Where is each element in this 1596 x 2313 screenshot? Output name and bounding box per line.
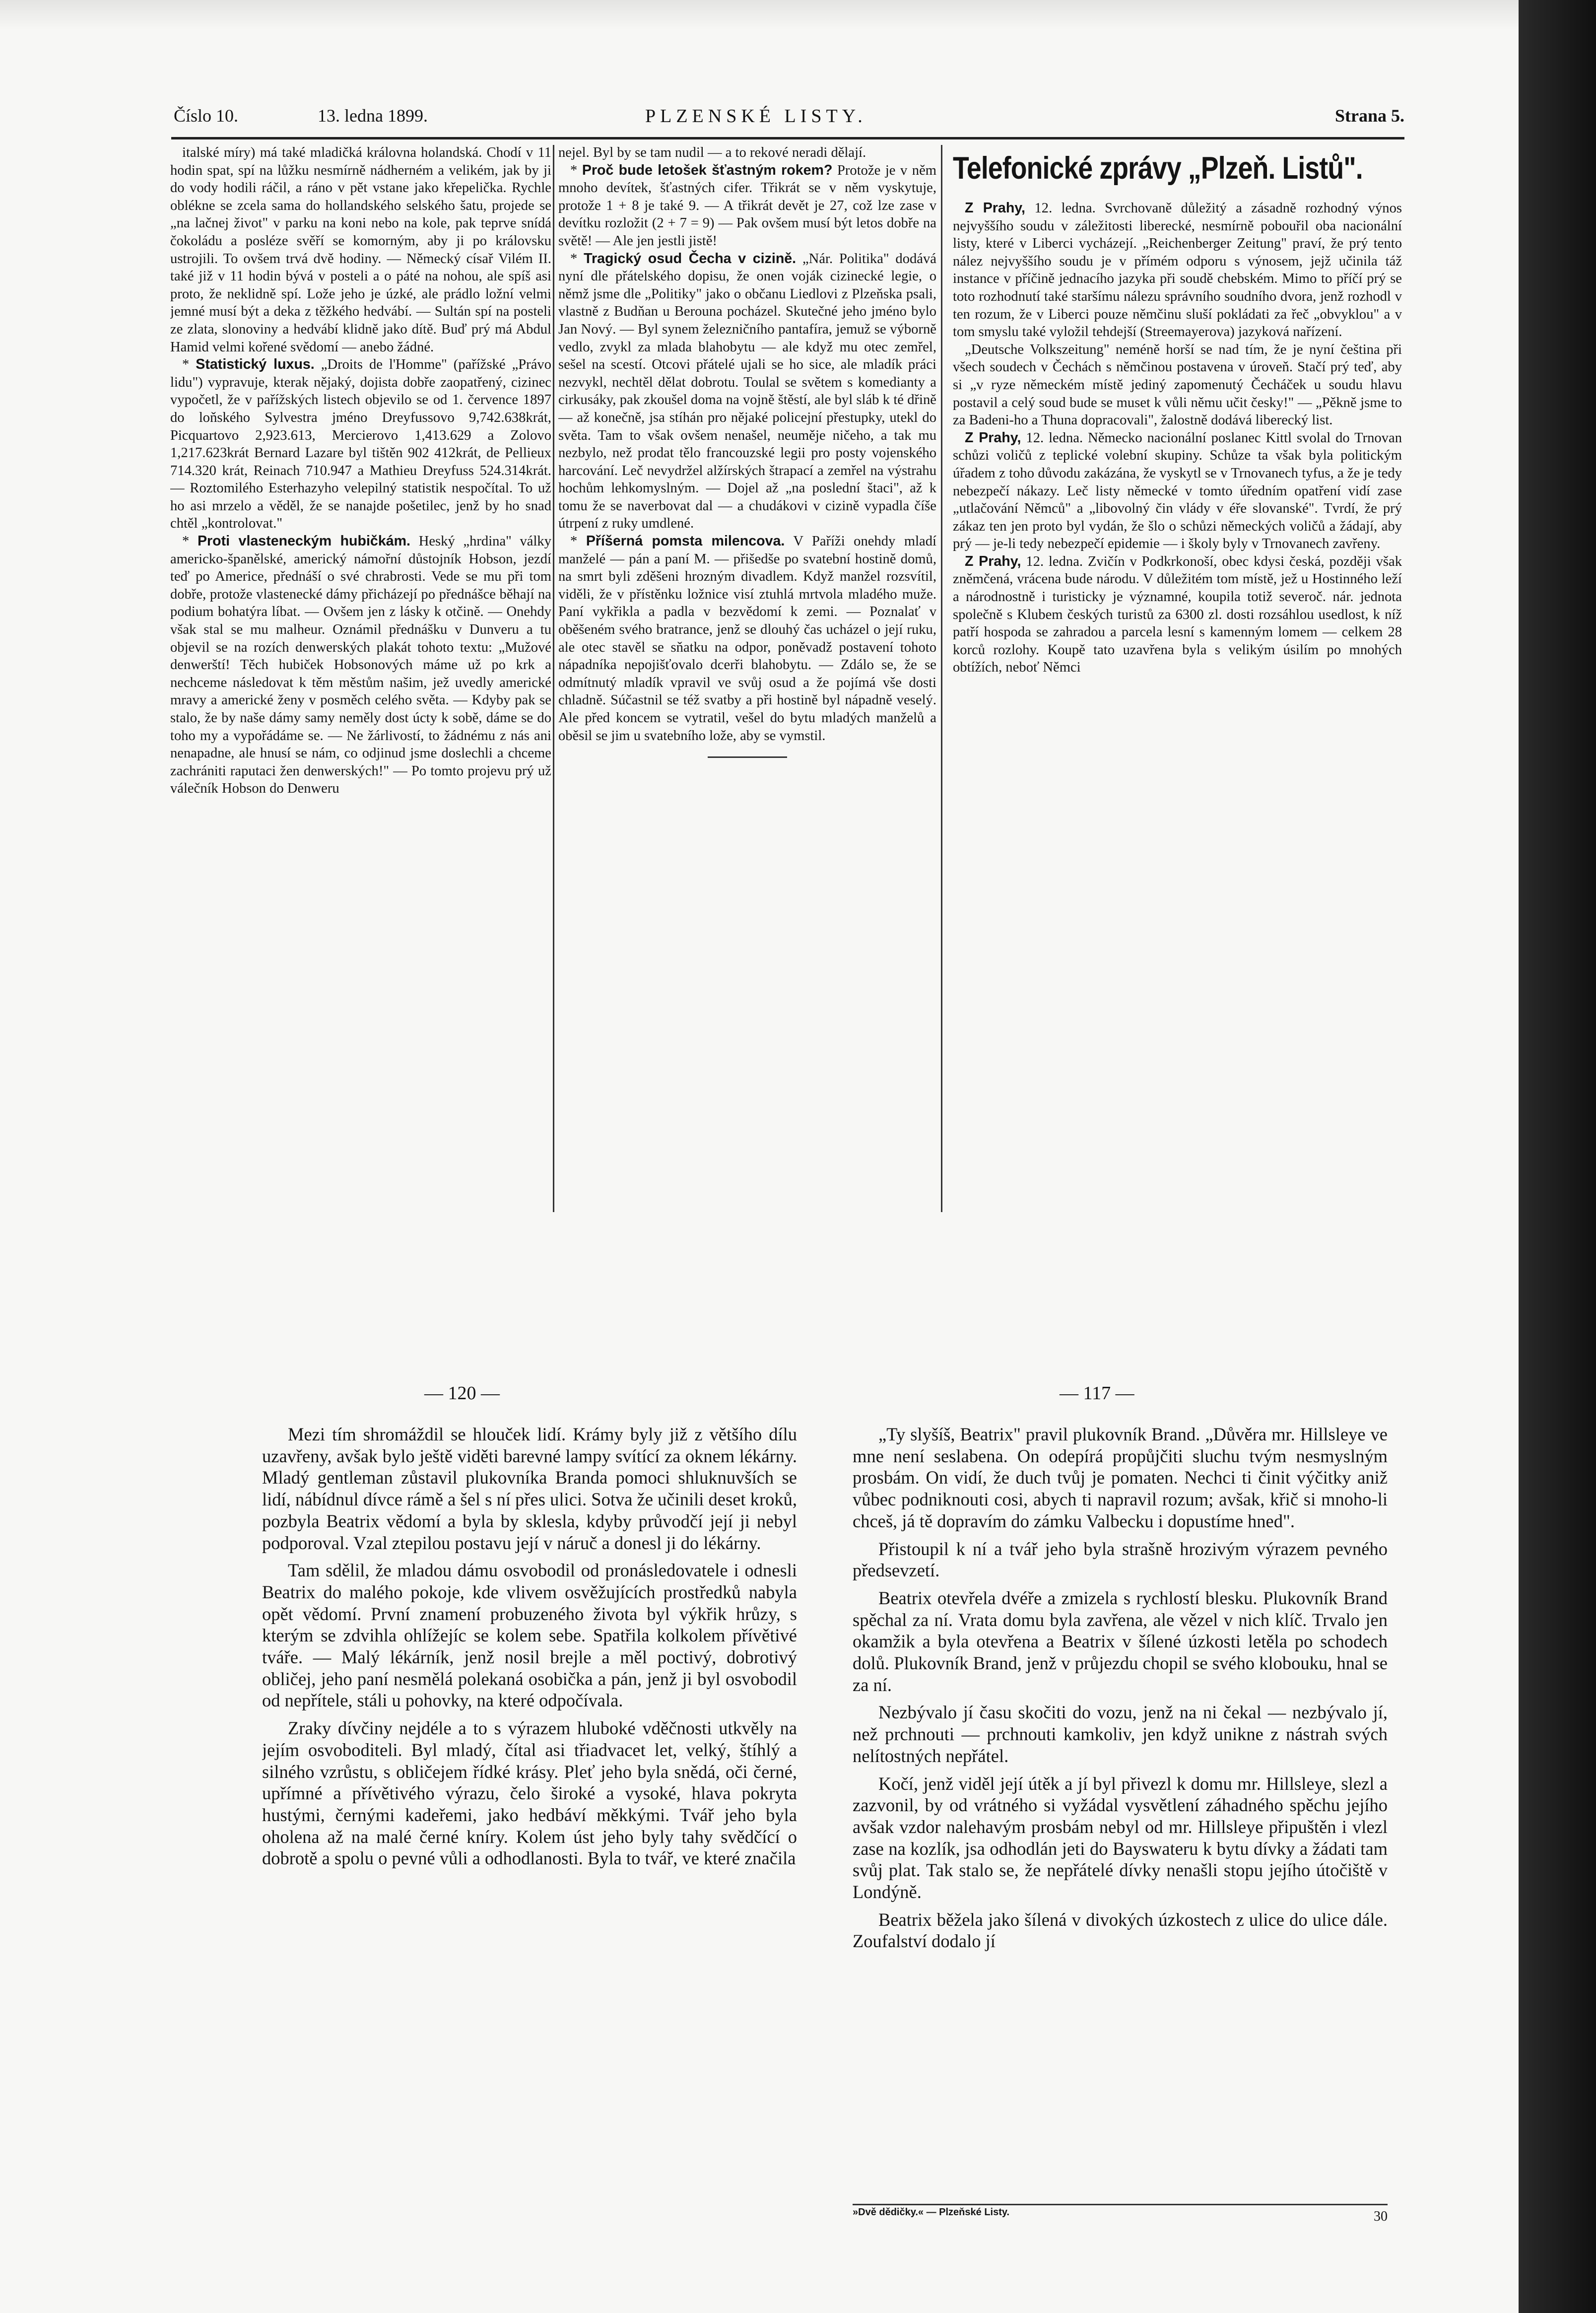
section-end-rule — [708, 756, 787, 758]
book-page-left — [262, 1424, 797, 2198]
article-headline: Statistický luxus. — [196, 356, 315, 373]
book-paragraph: Zraky dívčiny nejdéle a to s výrazem hluboké vděčnosti utkvěly na jejím osvoboditeli. Byl mladý, čítal asi třiadvacet let, velký, štíhlý a silného vzrůstu, s obličejem řídké krásy. Pleť jeho byla snědá, oči černé, upřímné a přívětivého výrazu, čelo široké a vysoké, hlava pokryta hustými, černými kadeřemi, jako hedbáví měkkými. Tvář jeho byla oholena až na malé černé kníry. Kolem úst jeho byly tahy svědčící o dobrotě a spolu o pevné vůli a odhodlanosti. Byla to tvář, ve které značila — [262, 1718, 797, 1869]
column-c — [953, 144, 1402, 1226]
book-page-number: — 117 — — [1060, 1383, 1134, 1404]
dateline: Z Prahy, — [965, 200, 1026, 216]
column-divider — [553, 145, 554, 1212]
column-divider — [941, 145, 942, 1212]
book-paragraph: Nezbývalo jí času skočiti do vozu, jenž na ni čekal — nezbývalo jí, než prchnouti — prchnouti kamkoliv, jen když unikne z nástrah svých nelítostných nepřátel. — [853, 1702, 1388, 1766]
news-item — [953, 341, 1402, 429]
news-item — [953, 553, 1402, 677]
book-footer — [853, 2207, 1388, 2227]
article-paragraph: italské míry) má také mladičká královna holandská. Chodí v 11 hodin spat, spí na lůžku nesmírně nádherném a velikém, jak by ji do vody hodili ráčil, a ráno v pět vstane jako křepelička. Rychle oblékne se zcela sama do hollandského selského šatu, projede se „na lačnej život" v parku na koni nebo na kole, pak teprve snídá čokoládu a posléze svěří se komorným, aby ji po královsku ustrojili. To ovšem trvá dvě hodiny. — Německý císař Vilém II. také již v 11 hodin bývá v posteli a o páté na nohou, ale spíš asi proto, že neklidně spí. Lože jeho je úzké, ale prádlo ložní velmi jemné musí být a deka z těžkého hedvábí. — Sultán spí na posteli ze zlata, slonoviny a hedvábí klidně jako dítě. Buď prý má Abdul Hamid velmi kořené svědomí — anebo žádné. — [170, 145, 551, 355]
book-paragraph: Mezi tím shromáždil se hlouček lidí. Krámy byly již z většího dílu uzavřeny, avšak bylo ještě viděti barevné lampy svítící za oknem lékárny. Mladý gentleman zůstavil plukovníka Branda pomoci shluknuvších se lidí, nábídnul dívce rámě a šel s ní přes ulici. Sotva že učinili deset kroků, pozbyla Beatrix vědomí a byla by sklesla, kdyby průvodčí její ji nebyl podporoval. Vzal ztepilou postavu její v náruč a donesl ji do lékárny. — [262, 1424, 797, 1553]
news-item — [953, 200, 1402, 341]
footer-source: »Dvě dědičky.« — Plzeňské Listy. — [853, 2207, 1010, 2218]
article-headline: Příšerná pomsta milencova. — [586, 533, 785, 549]
news-text: 12. ledna. Svrchovaně důležitý a zásadně rozhodný výnos nejvyššího soudu v záležitosti liberecké, nesmírně pobouřil oba nacionální listy, které v Liberci vycházejí. „Reichenberger Zeitung" praví, že prý tento nález nejvyššího soudu je v přímém odporu s výnosem, jejž učinila táž instance v příčině jednacího jazyka při soudě chebském. Mimo to příčí prý se toto rozhodnutí také staršímu nálezu správního soudního dvora, jenž rozhodl v ten rozum, že v Liberci pouze němčinu sluší pokládati za řeč „obvyklou" a v tom smyslu také vyložil tehdejší (Streemayerova) jazyková nařízení. — [953, 201, 1402, 340]
book-paragraph: Beatrix otevřela dvéře a zmizela s rychlostí blesku. Plukovník Brand spěchal za ní. Vrata domu byla zavřena, ale vězel v nich klíč. Trvalo jen okamžik a byla otevřena a Beatrix v šílené úzkosti letěla po schodech dolů. Plukovník Brand, jenž v průjezdu chopil se svého klobouku, hnal se za ní. — [853, 1587, 1388, 1695]
article-text: „Droits de l'Homme" (pařížské „Právo lidu") vypravuje, kterak nějaký, dojista dobře zaopatřený, cizinec vypočetl, že v pařížských listech objevilo se od 1. července 1897 do loňského Sylvestra jméno Dreyfussovo 9,742.638krát, Picquartovo 2,923.613, Mercierovo 1,413.629 a Zolovo 1,217.623krát Bernard Lazare byl tištěn 902 412krát, de Pellieux 714.320 krát, Reinach 710.947 a Mathieu Dreyfuss 524.314krát. — Roztomilého Esterhazyho velepilný statistik nespočítal. To už ho asi mrzelo a věděl, že se nanajde pošetilec, jenž by ho snad chtěl „kontrolovat." — [170, 357, 551, 532]
masthead-rule — [171, 137, 1404, 139]
article-text: Heský „hrdina" války americko-španělské, americký námořní důstojník Hobson, jezdí teď po Americe, přednáší o své chrabrosti. Vede se mu při tom dobře, protože vlastenecké dámy přicházejí po přednášce běhají na podium bohatýra líbat. — Ovšem jen z lásky k otčině. — Onehdy však stal se mu malheur. Oznámil přednášku v Dunveru a tu objevil se na rozích denwerských plakát tohoto textu: „Mužové denwerští! Těch hubiček Hobsonových máme už po krk a nechceme následovat k těm městům našim, jež uvedly americké mravy a americké ženy v posměch celého světa. — Kdyby pak se stalo, že by naše dámy samy neměly dost úcty k sobě, dáme se do toho my a vypořádáme se. — Ne žárlivostí, to žádnému z nás ani nenapadne, ale hnusí se nám, co odjinud jsme doslechli a chceme zachrániti raputaci žen denwerských!" — Po tomto projevu prý už válečník Hobson do Denweru — [170, 534, 551, 797]
section-title: Telefonické zprávy „Plzeň. Listů". — [953, 151, 1363, 186]
book-paragraph: Kočí, jenž viděl její útěk a jí byl přivezl k domu mr. Hillsleye, slezl a zazvonil, by od vrátného si vyžádal vysvětlení záhadného spěchu jejího avšak vzdor nalehavým prosbám nebyl od mr. Hillsleye připuštěn i vlezl zase na kozlík, jsa odhodlán jeti do Bayswateru k bytu dívky a žádati tam svůj plat. Tak stalo se, že nepřátelé dívky nenašli stopu jejího útočiště v Londýně. — [853, 1773, 1388, 1903]
news-text: 12. ledna. Zvičín v Podkrkonoší, obec kdysi česká, později však zněmčená, vrácena bude národu. V důležitém tom místě, jež u Hostinného leží a národnostně i turisticky je významné, koupila totiž severoč. nár. jednota společně s Klubem českých turistů za 6300 zl. dosti rozsáhlou usedlost, k níž patří hospoda se zahradou a parcela lesní s kamenným lomem — celkem 28 korců rozlohy. Koupě tato uzavřena byla s velikým úsilím po mnohých obtížích, neboť Němci — [953, 553, 1402, 676]
article-text: „Nár. Politika" dodává nyní dle přátelského dopisu, že onen voják cizinecké legie, o němž jsme dle „Politiky" jako o občanu Liedlovi z Plzeňska psali, vlastně z Budňan u Berouna pocházel. Skutečné jeho jméno bylo Jan Nový. — Byl synem železničního pantafíra, jemuž se výborně vedlo, zvykl za mlada blahobytu — ale když mu otec zemřel, sešel na scestí. Otcovi přátelé ujali se ho sice, ale mladík práci nezvykl, nechtěl dělat dobrotu. Toulal se světem s komedianty a cirkusáky, pak zkoušel doma na vojně štěstí, ale byl sláb k té dřině — až konečně, jsa stíhán pro nějaké policejní přestupky, utekl do světa. Tam to však ovšem nenašel, neuměje ničeho, a tak mu nezbylo, než prodat tělo francouzské legii pro posty vojenského harcování. Leč nevydržel alžírských štrapací a zemřel na výstrahu hochům lehkomyslným. — Dojel až „na poslední štaci", až k tomu že se naverbovat dal — a chudákovi v cizině vypadla číše útrpení z ruky umdlené. — [558, 251, 936, 532]
book-paragraph: Tam sdělil, že mladou dámu osvobodil od pronásledovatele i odnesli Beatrix do malého pokoje, kde vlivem osvěžujících prostředků nabyla opět vědomí. První znamení probuzeného života byl výkřik hrůzy, s kterým se zdvihla ohlížejíc se kolem sebe. Spatřila kolkolem přívětivé tváře. — Malý lékárník, jenž nosil brejle a měl poctivý, dobrotivý obličej, jeho paní nesmělá polekaná osobička a pán, jenž ji byl osvobodil od nepřítele, stáli u pohovky, na které odpočívala. — [262, 1560, 797, 1711]
masthead — [174, 105, 1404, 135]
footer-sheet-number: 30 — [1374, 2209, 1388, 2224]
book-page-right — [853, 1424, 1388, 2138]
column-a — [170, 144, 551, 1226]
news-text: „Deutsche Volkszeitung" neméně horší se nad tím, že je nyní čeština při všech soudech v Čechách s němčinou postavena v úroveň. Stačí prý teď, aby si „v ryze německém místě jediný zapomenutý Čecháček u soudu hlavu postavil a celý soud bude se muset k vůli němu učit česky!" — „Pěkně jsme to za Badeni-ho a Thuna dopracovali", žalostně dodává liberecký list. — [953, 341, 1402, 428]
article-text: V Paříži onehdy mladí manželé — pán a paní M. — přišedše po svatební hostině domů, na smrt byli zděšeni hrozným divadlem. Když manžel rozsvítil, viděli, že v přístěnku ložnice visí ztuhlá mrtvola mladého muže. Paní vykřikla a padla v bezvědomí k zemi. — Poznalať v oběšeném svého bratrance, jenž se dlouhý čas ucházel o její ruku, ale otec stavěl se sňatku na odpor, poněvadž postavení tohoto nápadníka nepojišťovalo dcerři blahobytu. — Zdálo se, že se odmítnutý mladík vpravil ve svůj osud a že pojímá vše dosti chladně. Súčastnil se též svatby a při hostině byl nápadně veselý. Ale před koncem se vytratil, vešel do bytu mladých manželů a oběsil se jim u svatebního lože, aby se vymstil. — [558, 534, 936, 744]
dateline: Z Prahy, — [965, 429, 1021, 446]
news-item — [953, 429, 1402, 553]
article-paragraph: * Statistický luxus. „Droits de l'Homme" (pařížské „Právo lidu") vypravuje, kterak nějaký, dojista dobře zaopatřený, cizinec vypočetl, že v pařížských listech objevilo se od 1. července 1897 do loňského Sylvestra jméno Dreyfussovo 9,742.638krát, Picquartovo 2,923.613, Mercierovo 1,413.629 a Zolovo 1,217.623krát Bernard Lazare byl tištěn 902 412krát, de Pellieux 714.320 krát, Reinach 710.947 a Mathieu Dreyfuss 524.314krát. — Roztomilého Esterhazyho velepilný statistik nespočítal. To už ho asi mrzelo a věděl, že se nanajde pošetilec, jenž by ho snad chtěl „kontrolovat." — [170, 356, 551, 532]
article-text: Protože je v něm mnoho devítek, šťastných cifer. Třikrát se v něm vyskytuje, protože 1 + 8 je také 9. — A třikrát devět je 27, což lze zase v devítku rozložit (2 + 7 = 9) — Pak ovšem musí být letos dobře na světě! — Ale jen jestli jistě! — [558, 162, 936, 249]
news-text: 12. ledna. Německo nacionální poslanec Kittl svolal do Trnovan schůzi voličů z teplické volební skupiny. Schůze ta však byla politickým úřadem z toho důvodu zakázána, že vyskytl se v Trnovanech tyfus, a že je tedy nebezpečí nákazy. Leč listy německé v tomto úředním opatření vidí zase „utlačování Němců" a „libovolný čin vlády v éře slovanské". Tvrdí, že prý zákaz ten jen proto byl vydán, že šlo o schůzi německých voličů a žádají, aby prý — je-li tedy nebezpečí epidemie — i školy byly v Trnovanech zavřeny. — [953, 430, 1402, 552]
article-paragraph: nejel. Byl by se tam nudil — a to rekové neradi dělají. — [558, 145, 866, 160]
book-page-number: — 120 — — [424, 1383, 500, 1404]
newspaper-title: PLZENSKÉ LISTY. — [645, 106, 867, 127]
dateline: Z Prahy, — [965, 553, 1021, 569]
column-b — [558, 144, 936, 1226]
article-headline: Proti vlasteneckým hubičkám. — [197, 533, 411, 549]
book-footer-rule — [853, 2204, 1388, 2205]
article-paragraph: * Proti vlasteneckým hubičkám. Heský „hrdina" války americko-španělské, americký námořní důstojník Hobson, jezdí teď po Americe, přednáší o své chrabrosti. Vede se mu při tom dobře, protože vlastenecké dámy přicházejí po přednášce běhají na podium bohatýra líbat. — Ovšem jen z lásky k otčině. — Onehdy však stal se mu malheur. Oznámil přednášku v Dunveru a tu objevil se na rozích denwerských plakát tohoto textu: „Mužové denwerští! Těch hubiček Hobsonových máme už po krk a nechceme následovat k těm městům našim, jež uvedly americké mravy a americké ženy v posměch celého světa. — Kdyby pak se stalo, že by naše dámy samy neměly dost úcty k sobě, dáme se do toho my a vypořádáme se. — Ne žárlivostí, to žádnému z nás ani nenapadne, ale hnusí se nám, co odjinud jsme doslechli a chceme zachrániti raputaci žen denwerských!" — Po tomto projevu prý už válečník Hobson do Denweru — [170, 533, 551, 797]
page-fold-shadow — [0, 0, 1519, 30]
page-label: Strana 5. — [1334, 106, 1404, 126]
book-paragraph: Přistoupil k ní a tvář jeho byla strašně hrozivým výrazem pevného předsevzetí. — [853, 1538, 1388, 1581]
issue-number: Číslo 10. — [174, 106, 239, 126]
book-paragraph: „Ty slyšíš, Beatrix" pravil plukovník Brand. „Důvěra mr. Hillsleye ve mne není seslabena. On odepírá propůjčiti sluchu tvým nesmyslným prosbám. On vidí, že duch tvůj je pomaten. Nechci ti činit výčitky aniž vůbec podniknouti cosi, abych ti napravil rozum; avšak, křič si mnoho-li chceš, já tě dopravím do zámku Valbecku i dopustíme hned". — [853, 1424, 1388, 1531]
article-paragraph: * Proč bude letošek šťastným rokem? Protože je v něm mnoho devítek, šťastných cifer. Třikrát se v něm vyskytuje, protože 1 + 8 je také 9. — A třikrát devět je 27, což lze zase v devítku rozložit (2 + 7 = 9) — Pak ovšem musí být letos dobře na světě! — Ale jen jestli jistě! — [558, 162, 936, 249]
article-headline: Tragický osud Čecha v cizině. — [584, 250, 797, 267]
scan-edge — [1519, 0, 1596, 2313]
article-headline: Proč bude letošek šťastným rokem? — [582, 162, 833, 178]
article-paragraph: * Tragický osud Čecha v cizině. „Nár. Politika" dodává nyní dle přátelského dopisu, že onen voják cizinecké legie, o němž jsme dle „Politiky" jako o občanu Liedlovi z Plzeňska psali, vlastně z Budňan u Berouna pocházel. Skutečné jeho jméno bylo Jan Nový. — Byl synem železničního pantafíra, jemuž se výborně vedlo, zvykl za mlada blahobytu — ale když mu otec zemřel, sešel na scestí. Otcovi přátelé ujali se ho sice, ale mladík práci nezvykl, nechtěl dělat dobrotu. Toulal se světem s komedianty a cirkusáky, pak zkoušel doma na vojně štěstí, ale byl sláb k té dřině — až konečně, jsa stíhán pro nějaké policejní přestupky, utekl do světa. Tam to však ovšem nenašel, neuměje ničeho, a tak mu nezbylo, než prodat tělo francouzské legii pro posty vojenského harcování. Leč nevydržel alžírských štrapací a zemřel na výstrahu hochům lehkomyslným. — Dojel až „na poslední štaci", až k tomu že se naverbovat dal — a chudákovi v cizině vypadla číše útrpení z ruky umdlené. — [558, 250, 936, 532]
book-paragraph: Beatrix běžela jako šílená v divokých úzkostech z ulice do ulice dále. Zoufalství dodalo jí — [853, 1909, 1388, 1952]
issue-date: 13. ledna 1899. — [318, 106, 428, 126]
article-paragraph: * Příšerná pomsta milencova. V Paříži onehdy mladí manželé — pán a paní M. — přišedše po svatební hostině domů, na smrt byli zděšeni hrozným divadlem. Když manžel rozsvítil, viděli, že v přístěnku ložnice visí ztuhlá mrtvola mladého muže. Paní vykřikla a padla v bezvědomí k zemi. — Poznalať v oběšeném svého bratrance, jenž se dlouhý čas ucházel o její ruku, ale otec stavěl se sňatku na odpor, poněvadž postavení tohoto nápadníka nepojišťovalo dcerři blahobytu. — Zdálo se, že se odmítnutý mladík vpravil ve svůj osud a že pojímá vše dosti chladně. Súčastnil se též svatby a při hostině byl nápadně veselý. Ale před koncem se vytratil, vešel do bytu mladých manželů a oběsil se jim u svatebního lože, aby se vymstil. — [558, 533, 936, 744]
